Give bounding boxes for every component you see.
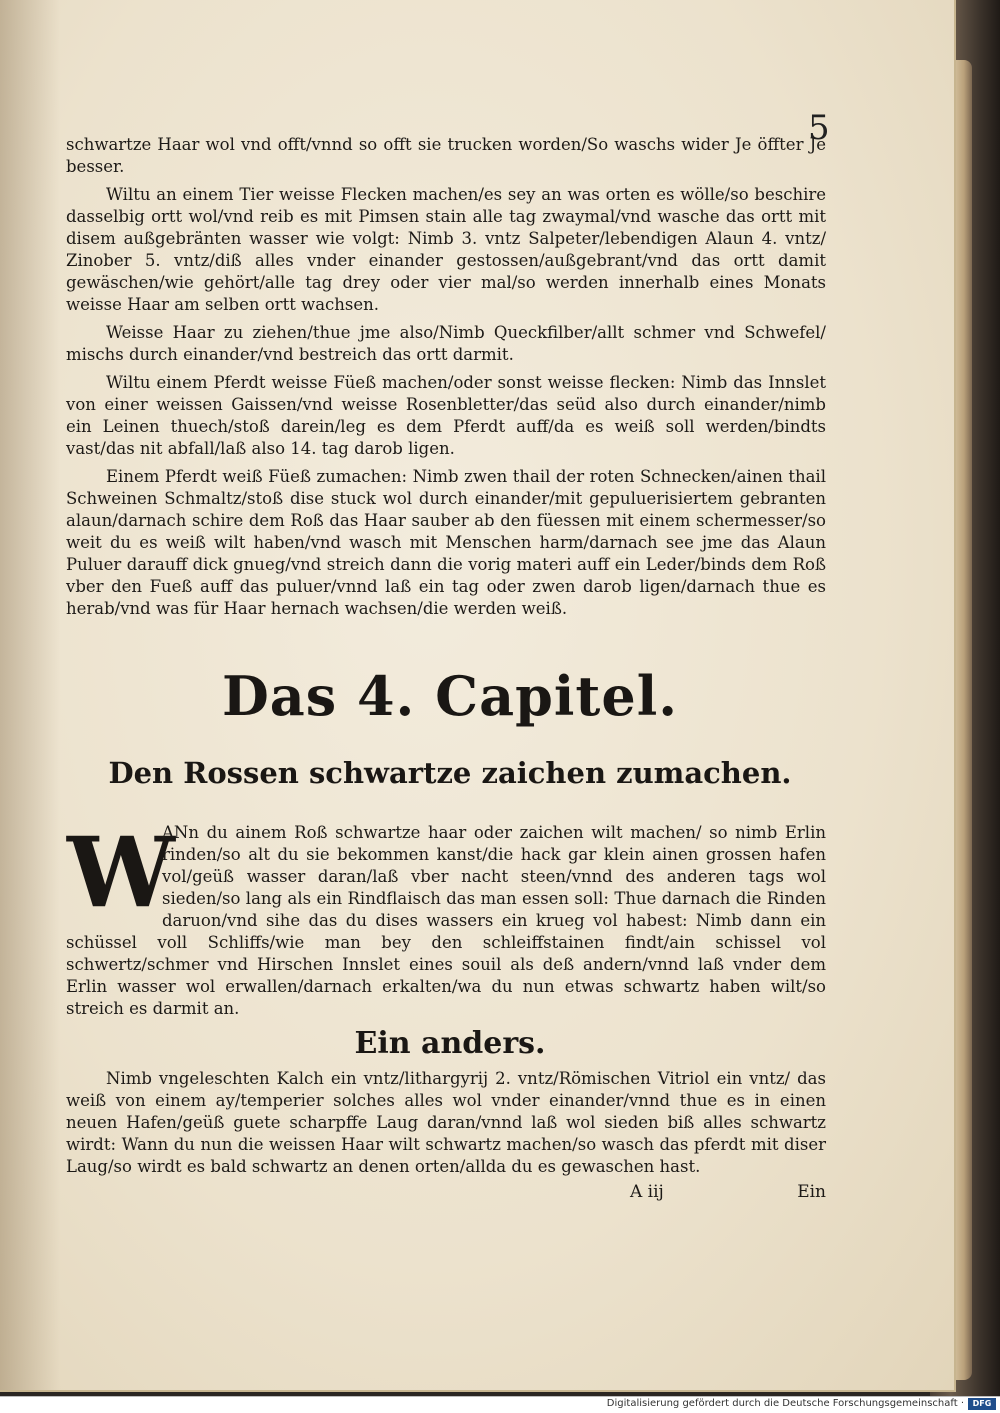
- paragraph-white-feet: Wiltu einem Pferdt weisse Füeß machen/oder sonst weisse flecken: Nimb das Innslet von einer weissen Gaissen/vnd weisse Rosenbletter/das seüd also durch einander/nimb ein Leinen thuech/stoß darein/leg es dem Pferdt auff/da es weiß soll werden/bindts vast/das nit abfall/laß also 14. tag darob ligen.: [66, 373, 826, 458]
- paragraph-another-recipe: Nimb vngeleschten Kalch ein vntz/lithargyrij 2. vntz/Römischen Vitriol ein vntz/ das weiß von einem ay/temperier solches alles wol vnder einander/vnnd thue es in einen neuen Hafen/geüß guete scharpffe Laug daran/vnnd laß wol sieden biß alles schwartz wirdt: Wann du nun die weissen Haar wilt schwartz machen/so wasch das pferdt mit diser Laug/so wirdt es bald schwartz an denen orten/allda du es gewaschen hast.: [66, 1069, 826, 1176]
- decorated-initial: W: [67, 816, 175, 929]
- section-heading: Ein anders.: [354, 1026, 546, 1061]
- paragraph-continuation: schwartze Haar wol vnd offt/vnnd so offt sie trucken worden/So waschs wider Je öffter Je besser.: [66, 135, 826, 176]
- paragraph-white-spots: Wiltu an einem Tier weisse Flecken machen/es sey an was orten es wölle/so beschire dasselbig ortt wol/vnd reib es mit Pimsen stain alle tag zwaymal/vnd wasche das ortt mit disem außgebränten wasser wie volgt: Nimb 3. vntz Salpeter/lebendigen Alaun 4. vntz/ Zinober 5. vntz/diß alles vnder einander gestossen/außgebrant/vnd das ortt damit gewäschen/wie gehört/alle tag drey oder vier mal/so werden innerhalb eines Monats weisse Haar am selben ortt wachsen.: [66, 185, 826, 314]
- paragraph-black-marks: ANn du ainem Roß schwartze haar oder zaichen wilt machen/ so nimb Erlin rinden/so alt du sie bekommen kanst/die hack gar klein ainen grossen hafen vol/geüß wasser daran/laß vber nacht steen/vnnd des anderen tags wol sieden/so lang als ein Rindflaisch das man essen soll: Thue darnach die Rinden daruon/vnd sihe das du dises wassers ein krueg vol habest: Nimb dann ein schüssel voll Schliffs/wie man bey den schleiffstainen findt/ain schissel vol schwertz/schmer vnd Hirschen Innslet eines souil als deß andern/vnnd laß vnder dem Erlin wasser wol erwallen/darnach erkalten/wa du nun etwas schwartz haben wilt/so streich es darmit an.: [66, 823, 826, 1018]
- folio-number: 5: [808, 108, 830, 148]
- body-text-top: [66, 134, 826, 626]
- catchword: Ein: [797, 1182, 826, 1202]
- paragraph-white-feet-2: Einem Pferdt weiß Füeß zumachen: Nimb zwen thail der roten Schnecken/ainen thail Schweinen Schmaltz/stoß dise stuck wol durch einander/mit gepuluerisiertem gebranten alaun/darnach schire dem Roß das Haar sauber ab den füessen mit einem schermesser/so weit du es weiß wilt haben/vnd wasch mit Menschen harm/darnach see jme das Alaun Puluer darauff dick gnueg/vnd streich dann die vorig materi auff ein Leder/binds dem Roß vber den Fueß auff das puluer/vnnd laß ein tag oder zwen darob ligen/darnach thue es herab/vnd was für Haar hernach wachsen/die werden weiß.: [66, 467, 826, 618]
- paragraph-white-hair: Weisse Haar zu ziehen/thue jme also/Nimb Queckfilber/allt schmer vnd Schwefel/ mischs durch einander/vnd bestreich das ortt darmit.: [66, 323, 826, 364]
- body-text-bottom: [66, 1068, 826, 1184]
- signature-mark: A iij: [630, 1182, 664, 1202]
- dfg-logo: DFG: [968, 1398, 996, 1410]
- funding-note: Digitalisierung gefördert durch die Deutsche Forschungsgemeinschaft ·: [606, 1398, 964, 1409]
- chapter-subtitle: Den Rossen schwartze zaichen zumachen.: [108, 756, 792, 790]
- chapter-opening: [66, 816, 826, 1020]
- page-catchwords: [630, 1182, 826, 1202]
- chapter-title: Das 4. Capitel.: [221, 664, 679, 728]
